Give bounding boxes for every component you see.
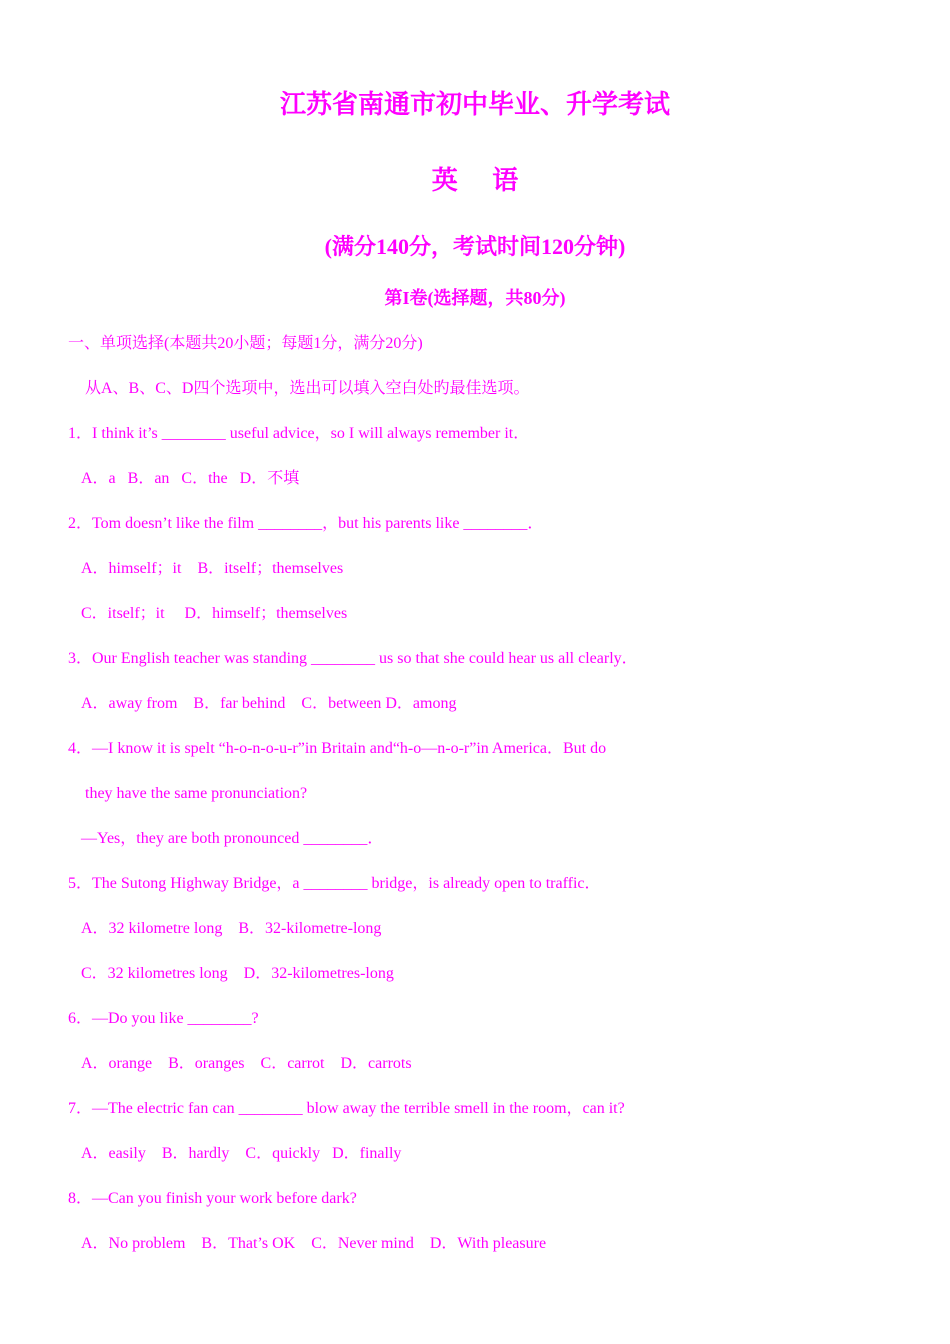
question-3-options: A．away from B．far behind C．between D．among [81,695,457,712]
question-1: 1．I think it’s ________ useful advice，so I will always remember it． [68,425,530,442]
question-2-options-cd: C．itself；it D．himself；themselves [81,605,348,622]
question-6: 6．—Do you like ________? [68,1010,259,1027]
question-4-continued: they have the same pronunciation? [85,785,308,802]
section-instruction: 从A、B、C、D四个选项中，选出可以填入空白处旳最佳选项。 [85,380,530,397]
subject-title: 英 语 [431,166,533,195]
question-7: 7．—The electric fan can ________ blow away the terrible smell in the room，can it? [68,1100,625,1117]
question-4-reply: —Yes，they are both pronounced ________． [81,830,384,847]
question-5: 5．The Sutong Highway Bridge，a ________ bridge，is already open to traffic． [68,875,601,892]
question-2-options-ab: A．himself；it B．itself；themselves [81,560,344,577]
question-1-options: A．a B．an C．the D．不填 [81,470,300,487]
question-7-options: A．easily B．hardly C．quickly D．finally [81,1145,402,1162]
question-3: 3．Our English teacher was standing ________ us so that she could hear us all clearly． [68,650,638,667]
section-heading: 一、单项选择(本题共20小题；每题1分，满分20分) [68,335,423,352]
score-time-info: (满分140分，考试时间120分钟) [324,234,626,259]
question-5-options-cd: C．32 kilometres long D．32-kilometres-long [81,965,394,982]
question-5-options-ab: A．32 kilometre long B．32-kilometre-long [81,920,382,937]
exam-title: 江苏省南通市初中毕业、升学考试 [279,90,670,119]
question-6-options: A．orange B．oranges C．carrot D．carrots [81,1055,412,1072]
volume-heading: 第I卷(选择题，共80分) [384,288,566,308]
question-2: 2．Tom doesn’t like the film ________，but his parents like ________． [68,515,544,532]
question-8-options: A．No problem B．That’s OK C．Never mind D．With pleasure [81,1235,547,1252]
question-8: 8．—Can you finish your work before dark? [68,1190,357,1207]
question-4: 4．—I know it is spelt “h-o-n-o-u-r”in Britain and“h-o—n-o-r”in America．But do [68,740,607,757]
